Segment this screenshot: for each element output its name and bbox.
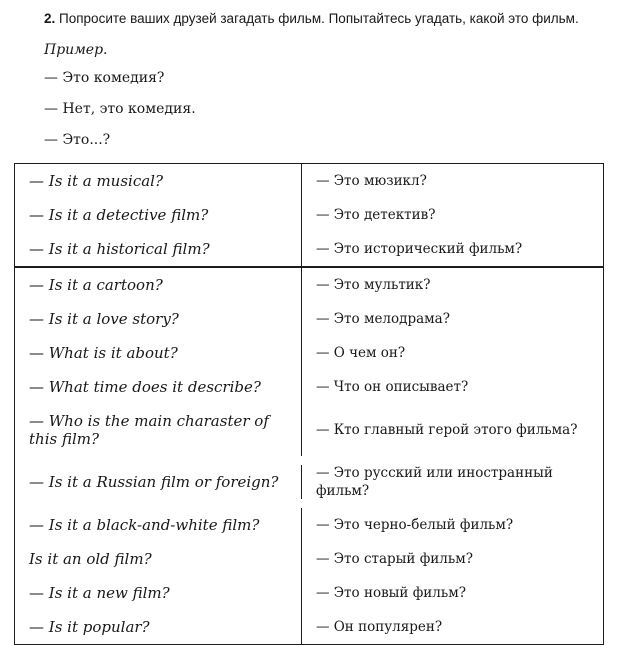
cell-russian: — Это старый фильм? bbox=[315, 551, 473, 567]
cell-english: — Is it a cartoon? bbox=[15, 268, 302, 302]
table-row bbox=[15, 268, 603, 302]
table-row bbox=[15, 198, 603, 232]
exercise-instruction bbox=[44, 10, 605, 28]
cell-russian: — Это русский или иностранный фильм? bbox=[315, 465, 553, 499]
table-row bbox=[15, 232, 603, 266]
table-row bbox=[15, 302, 603, 336]
cell-english: — Is it a love story? bbox=[15, 302, 302, 336]
cell-russian: — Кто главный герой этого фильма? bbox=[315, 422, 578, 438]
cell-russian: — Это исторический фильм? bbox=[315, 241, 523, 257]
cell-english: — What time does it describe? bbox=[15, 370, 302, 404]
cell-english: — Who is the main charaster of this film? bbox=[15, 404, 302, 456]
cell-russian: — Он популярен? bbox=[315, 619, 443, 635]
cell-english: — What is it about? bbox=[15, 336, 302, 370]
example-label: Пример. bbox=[44, 42, 108, 58]
exercise-header bbox=[13, 6, 605, 148]
dialogue-line: — Нет, это комедия. bbox=[44, 101, 196, 117]
exercise-instruction-text: Попросите ваших друзей загадать фильм. Попытайтесь угадать, какой это фильм. bbox=[59, 11, 579, 26]
phrase-table-bottom bbox=[14, 267, 604, 645]
table-row bbox=[15, 610, 603, 644]
cell-english: Is it an old film? bbox=[15, 542, 302, 576]
table-row bbox=[15, 542, 603, 576]
table-row bbox=[15, 576, 603, 610]
cell-russian: — Это мюзикл? bbox=[315, 173, 427, 189]
cell-russian: — Что он описывает? bbox=[315, 379, 469, 395]
cell-english: — Is it a musical? bbox=[15, 164, 302, 198]
cell-english: — Is it a Russian film or foreign? bbox=[15, 465, 302, 499]
table-row bbox=[15, 370, 603, 404]
cell-english: — Is it a new film? bbox=[15, 576, 302, 610]
cell-russian: — Это детектив? bbox=[315, 207, 436, 223]
cell-russian: — Это черно-белый фильм? bbox=[315, 517, 514, 533]
exercise-number: 2. bbox=[44, 11, 56, 26]
cell-english: — Is it popular? bbox=[15, 610, 302, 644]
table-row bbox=[15, 456, 603, 508]
cell-russian: — Это мелодрама? bbox=[315, 311, 450, 327]
table-row bbox=[15, 404, 603, 456]
dialogue-line: — Это комедия? bbox=[44, 70, 165, 86]
cell-russian: — Это мультик? bbox=[315, 277, 431, 293]
table-row bbox=[15, 508, 603, 542]
cell-english: — Is it a detective film? bbox=[15, 198, 302, 232]
cell-russian: — О чем он? bbox=[315, 345, 406, 361]
table-row bbox=[15, 164, 603, 198]
table-row bbox=[15, 336, 603, 370]
cell-english: — Is it a historical film? bbox=[15, 232, 302, 266]
phrase-table-top bbox=[14, 163, 604, 267]
dialogue-line: — Это...? bbox=[44, 132, 111, 148]
cell-english: — Is it a black-and-white film? bbox=[15, 508, 302, 542]
cell-russian: — Это новый фильм? bbox=[315, 585, 466, 601]
